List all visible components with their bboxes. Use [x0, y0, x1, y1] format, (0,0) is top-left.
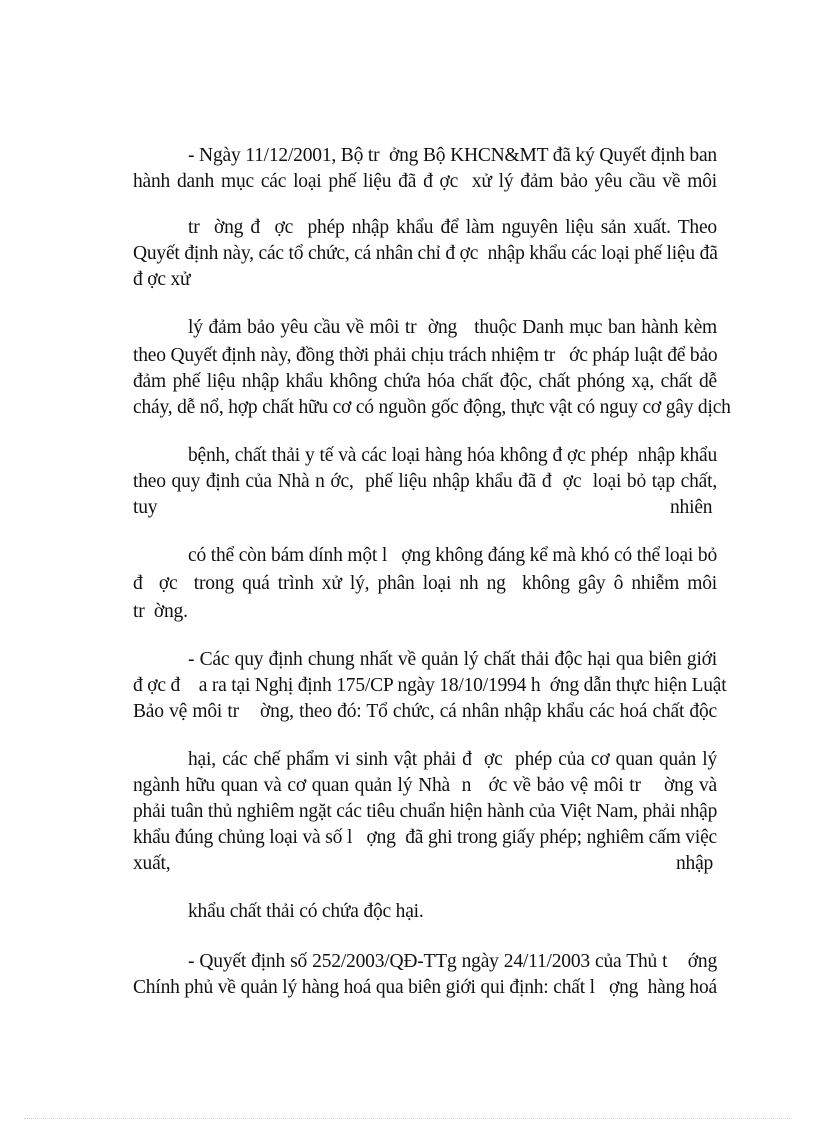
text-line: Quyết định này, các tổ chức, cá nhân chỉ đ ợc nhập khẩu các loại phế liệu đã: [133, 243, 718, 264]
text-line: đ ợc trong quá trình xử lý, phân loại nh ng không gây ô nhiễm môi: [133, 573, 717, 594]
text-line: Bảo vệ môi tr ờng, theo đó: Tổ chức, cá nhân nhập khẩu các hoá chất độc: [133, 701, 717, 722]
text-line: Chính phủ về quản lý hàng hoá qua biên giới qui định: chất l ợng hàng hoá: [133, 977, 717, 998]
text-line: hành danh mục các loại phế liệu đã đ ợc xử lý đảm bảo yêu cầu về môi: [133, 171, 717, 192]
text-line: - Quyết định số 252/2003/QĐ-TTg ngày 24/11/2003 của Thủ t ớng: [188, 951, 717, 972]
text-line: theo Quyết định này, đồng thời phải chịu trách nhiệm tr ớc pháp luật để bảo: [133, 345, 718, 366]
text-line: khẩu chất thải có chứa độc hại.: [188, 901, 424, 922]
text-line: tr ờng.: [133, 601, 188, 622]
text-line: hại, các chế phẩm vi sinh vật phải đ ợc phép của cơ quan quản lý: [188, 749, 717, 770]
text-line: bệnh, chất thải y tế và các loại hàng hóa không đ ợc phép nhập khẩu: [188, 445, 717, 466]
text-line: tr ờng đ ợc phép nhập khẩu để làm nguyên liệu sản xuất. Theo: [188, 217, 717, 238]
text-line: có thể còn bám dính một l ợng không đáng kể mà khó có thể loại bỏ: [188, 545, 717, 566]
text-line: - Các quy định chung nhất về quản lý chất thải độc hại qua biên giới: [188, 649, 717, 670]
text-line: nhiên: [670, 497, 713, 518]
text-line: theo quy định của Nhà n ớc, phế liệu nhập khẩu đã đ ợc loại bỏ tạp chất,: [133, 471, 717, 492]
text-line: nhập: [676, 853, 714, 874]
text-line: đ ợc xử: [133, 269, 191, 290]
text-line: ngành hữu quan và cơ quan quản lý Nhà n ớc về bảo vệ môi tr ờng và: [133, 775, 717, 796]
text-line: khẩu đúng chủng loại và số l ợng đã ghi trong giấy phép; nghiêm cấm việc: [133, 827, 717, 848]
text-line: phải tuân thủ nghiêm ngặt các tiêu chuẩn hiện hành của Việt Nam, phải nhập: [133, 801, 718, 822]
text-line: lý đảm bảo yêu cầu về môi tr ờng thuộc Danh mục ban hành kèm: [188, 317, 717, 338]
text-line: tuy: [133, 497, 158, 518]
text-line: - Ngày 11/12/2001, Bộ tr ởng Bộ KHCN&MT đã ký Quyết định ban: [188, 145, 717, 166]
page-bottom-divider: [24, 1118, 792, 1119]
text-line: cháy, dễ nổ, hợp chất hữu cơ có nguồn gốc động, thực vật có nguy cơ gây dịch: [133, 397, 731, 418]
text-line: đảm phế liệu nhập khẩu không chứa hóa chất độc, chất phóng xạ, chất dễ: [133, 371, 717, 392]
text-line: đ ợc đ a ra tại Nghị định 175/CP ngày 18/10/1994 h ớng dẫn thực hiện Luật: [133, 675, 727, 696]
text-line: xuất,: [133, 853, 171, 874]
